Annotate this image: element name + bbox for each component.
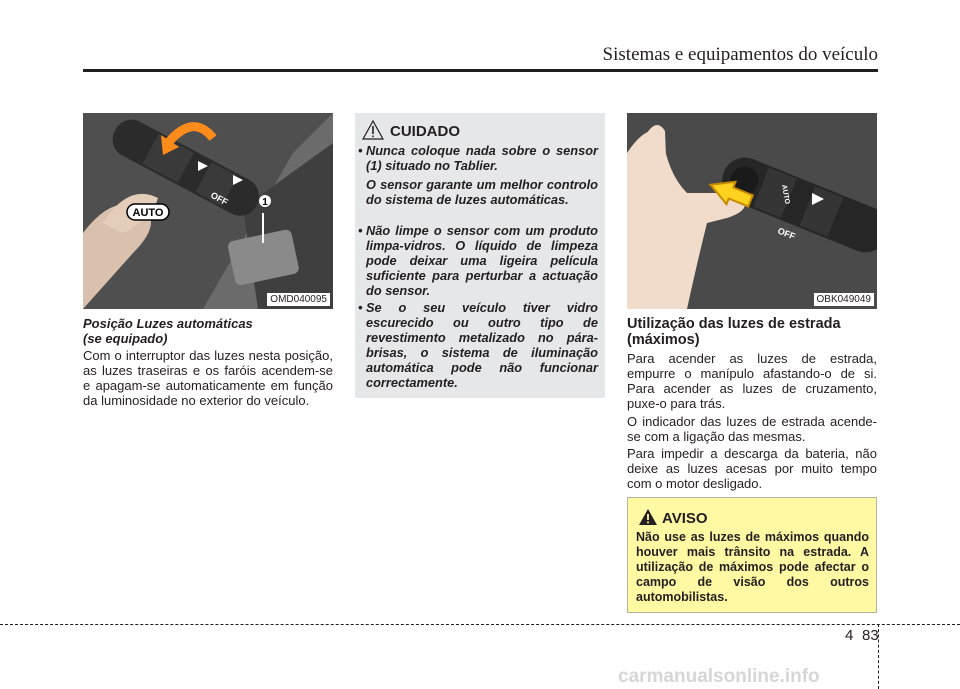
high-beam-indicator-note: O indicador das luzes de estrada acende-se com a ligação das mesmas. [627, 414, 877, 444]
header-rule [83, 69, 878, 72]
auto-light-description: Com o interruptor das luzes nesta posição, as luzes traseiras e os faróis acendem-se e apagam-se automaticamente em função da luminosidade no exterior do veículo. [83, 348, 333, 408]
caution-item-text: Se o seu veículo tiver vidro escurecido ou outro tipo de revestimento metalizado no pára-brisas, o sistema de iluminação automática pode não funcionar correctamente. [366, 300, 598, 390]
figure-code: OBK049049 [814, 293, 875, 306]
figure-caption [83, 316, 333, 346]
auto-label: AUTO [780, 184, 791, 205]
caution-item-text: Não limpe o sensor com um produto limpa-vidros. O líquido de limpeza pode deixar uma ligeira película suficiente para perturbar a actuação do sensor. [366, 223, 598, 298]
footer-rule [0, 624, 960, 625]
caption-line: (se equipado) [83, 331, 168, 346]
auto-label: AUTO [132, 207, 164, 219]
auto-light-switch-figure [83, 113, 333, 309]
section-header-title: Sistemas e equipamentos do veículo [602, 44, 878, 65]
bullet: • [358, 300, 363, 315]
section-heading [627, 316, 877, 348]
caution-item [358, 223, 598, 298]
sensor-callout: 1 [262, 197, 268, 208]
bullet: • [358, 223, 363, 238]
heading-line: Utilização das luzes de estrada [627, 316, 841, 332]
page-number: 83 [862, 627, 879, 644]
chapter-number: 4 [845, 627, 854, 644]
caution-item-extra: O sensor garante um melhor controlo do sistema de luzes automáticas. [366, 177, 598, 207]
heading-line: (máximos) [627, 332, 700, 348]
warning-triangle-icon [638, 508, 658, 526]
off-label: OFF [209, 189, 230, 208]
caution-item [358, 300, 598, 390]
warning-title: AVISO [662, 510, 708, 527]
battery-note: Para impedir a descarga da bateria, não deixe as luzes acesas por muito tempo com o motor desligado. [627, 446, 877, 491]
caution-item [358, 143, 598, 207]
bullet: • [358, 143, 363, 158]
figure-code: OMD040095 [267, 293, 330, 306]
auto-light-switch-illustration [83, 113, 333, 309]
caution-item-text: Nunca coloque nada sobre o sensor (1) situado no Tablier. [366, 143, 598, 173]
watermark: carmanualsonline.info [618, 666, 820, 687]
high-beam-lever-figure [627, 113, 877, 309]
caution-title: CUIDADO [390, 123, 460, 140]
caution-triangle-icon [362, 120, 384, 140]
warning-text: Não use as luzes de máximos quando houver mais trânsito na estrada. A utilização de máximos pode afectar o campo de visão dos outros automobilistas. [636, 530, 869, 604]
off-label: OFF [776, 225, 797, 242]
high-beam-instructions: Para acender as luzes de estrada, empurre o manípulo afastando-o de si. Para acender as luzes de cruzamento, puxe-o para trás. [627, 351, 877, 411]
caption-line: Posição Luzes automáticas [83, 316, 253, 331]
high-beam-lever-illustration [627, 113, 877, 309]
